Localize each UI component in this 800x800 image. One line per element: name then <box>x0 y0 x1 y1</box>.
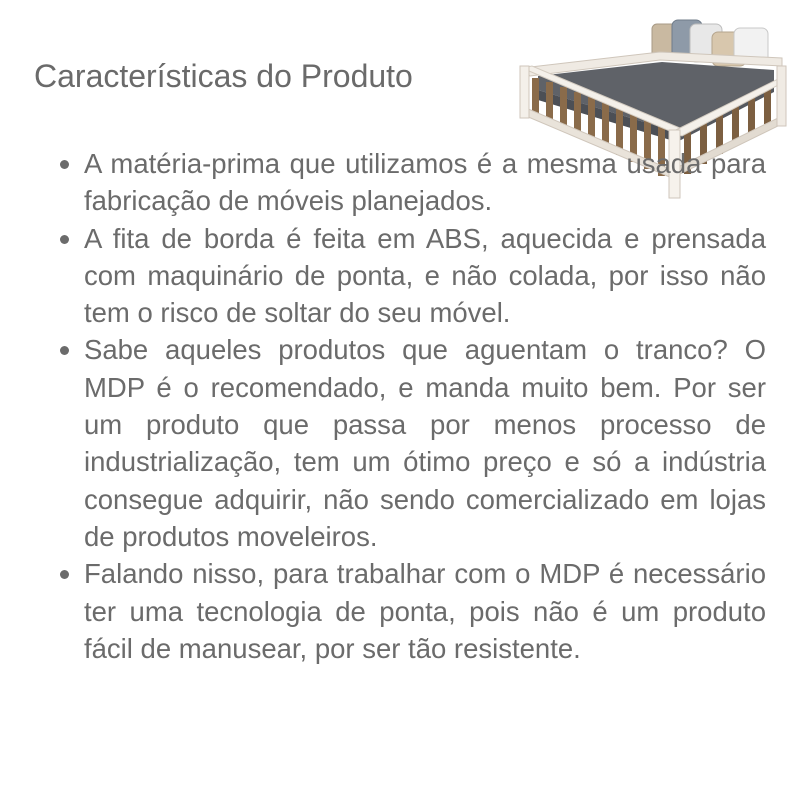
bullet-icon <box>60 346 69 355</box>
features-list <box>60 145 766 667</box>
page-title: Características do Produto <box>34 58 413 94</box>
list-item <box>84 220 766 332</box>
bullet-icon <box>60 235 69 244</box>
bullet-icon <box>60 570 69 579</box>
feature-text: A matéria-prima que utilizamos é a mesma usada para fabricação de móveis planejados. <box>84 148 766 217</box>
list-item <box>84 555 766 667</box>
feature-text: Falando nisso, para trabalhar com o MDP é necessário ter uma tecnologia de ponta, pois não é um produto fácil de manusear, por ser tão resistente. <box>84 558 766 664</box>
bullet-icon <box>60 160 69 169</box>
list-item <box>84 145 766 220</box>
list-item <box>84 331 766 555</box>
feature-text: A fita de borda é feita em ABS, aquecida e prensada com maquinário de ponta, e não colada, por isso não tem o risco de soltar do seu móvel. <box>84 222 766 329</box>
feature-text: Sabe aqueles produtos que aguentam o tranco? O MDP é o recomendado, e manda muito bem. Por ser um produto que passa por menos processo de industrialização, tem um ótimo preço e só a indústria consegue adquirir, não sendo comercializado em lojas de produtos moveleiros. <box>84 334 766 552</box>
